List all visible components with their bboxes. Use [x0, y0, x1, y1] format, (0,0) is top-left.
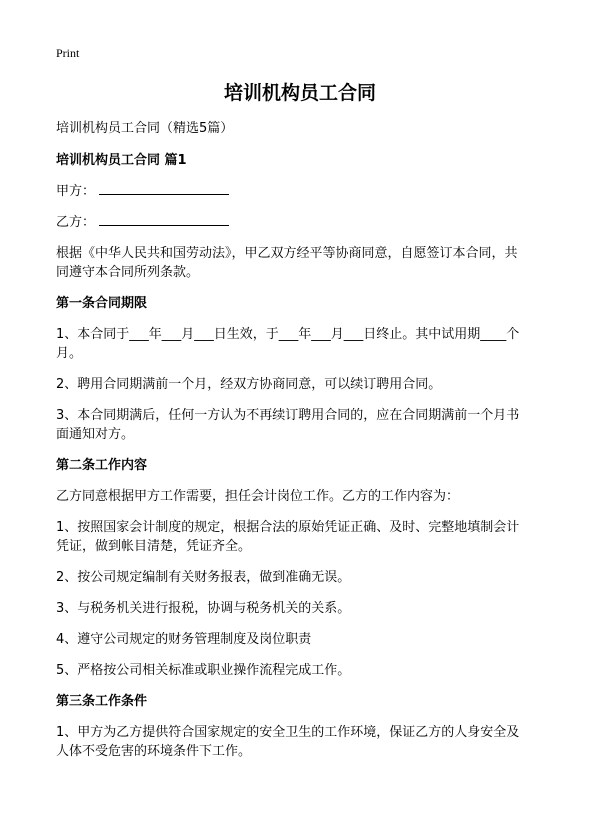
article1-item3-line-2: 面通知对方。	[56, 427, 135, 442]
party-b-label: 乙方：	[56, 215, 96, 230]
party-a-label: 甲方：	[56, 184, 96, 199]
article2-item3: 3、与税务机关进行报税，协调与税务机关的关系。	[56, 601, 351, 616]
document-subtitle: 培训机构员工合同（精选5篇）	[56, 121, 234, 136]
print-link[interactable]: Print	[56, 46, 80, 60]
article3-item1-line-2: 人体不受危害的环境条件下工作。	[56, 744, 252, 759]
article3-item1-line-1: 1、甲方为乙方提供符合国家规定的安全卫生的工作环境，保证乙方的人身安全及	[56, 725, 520, 740]
article1-item2: 2、聘用合同期满前一个月，经双方协商同意，可以续订聘用合同。	[56, 377, 442, 392]
intro-paragraph-line-2: 同遵守本合同所列条款。	[56, 265, 200, 280]
party-b-field	[99, 224, 229, 226]
article1-item1-line-1: 1、本合同于___年___月___日生效，于___年___月___日终止。其中试用期____个	[56, 327, 520, 342]
article1-item1-line-2: 月。	[56, 346, 83, 361]
article2-item2: 2、按公司规定编制有关财务报表，做到准确无误。	[56, 570, 351, 585]
article1-item3-line-1: 3、本合同期满后，任何一方认为不再续订聘用合同的，应在合同期满前一个月书	[56, 408, 520, 423]
article3-heading: 第三条工作条件	[56, 694, 148, 709]
article2-heading: 第二条工作内容	[56, 458, 148, 473]
party-a-row	[56, 181, 550, 202]
article2-item5: 5、严格按公司相关标准或职业操作流程完成工作。	[56, 663, 351, 678]
article1-heading: 第一条合同期限	[56, 296, 148, 311]
party-b-row	[56, 212, 550, 233]
document-title: 培训机构员工合同	[223, 82, 376, 104]
article2-item1-line-1: 1、按照国家会计制度的规定，根据合法的原始凭证正确、及时、完整地填制会计	[56, 520, 520, 535]
party-a-field	[99, 193, 229, 195]
article2-item1-line-2: 凭证，做到帐目清楚，凭证齐全。	[56, 539, 252, 554]
section-heading: 培训机构员工合同 篇1	[56, 153, 187, 168]
article2-intro: 乙方同意根据甲方工作需要，担任会计岗位工作。乙方的工作内容为：	[56, 489, 460, 504]
intro-paragraph-line-1: 根据《中华人民共和国劳动法》，甲乙双方经平等协商同意，自愿签订本合同，共	[56, 246, 518, 261]
article2-item4: 4、遵守公司规定的财务管理制度及岗位职责	[56, 632, 312, 647]
